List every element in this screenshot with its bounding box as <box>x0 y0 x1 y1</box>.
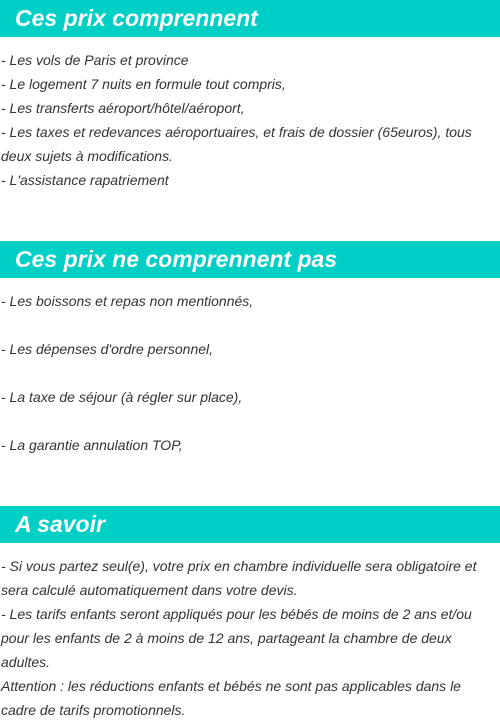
section-title-included: Ces prix comprennent <box>15 5 258 31</box>
section-title-good-to-know: A savoir <box>15 511 105 537</box>
section-header-included <box>0 0 500 37</box>
spacer <box>1 409 497 433</box>
list-item: - La garantie annulation TOP, <box>1 437 183 453</box>
list-item: - Le logement 7 nuits en formule tout compris, <box>1 76 286 92</box>
section-header-not-included <box>0 241 500 278</box>
list-item: - L'assistance rapatriement <box>1 172 169 188</box>
section-title-not-included: Ces prix ne comprennent pas <box>15 246 338 272</box>
section-header-good-to-know <box>0 506 500 543</box>
list-item: - Si vous partez seul(e), votre prix en chambre individuelle sera obligatoire et sera calculé automatiquement dans votre devis. <box>1 558 477 598</box>
section-body-included <box>1 48 497 192</box>
spacer <box>1 313 497 337</box>
spacer <box>1 361 497 385</box>
list-item: Attention : les réductions enfants et bébés ne sont pas applicables dans le cadre de tarifs promotionnels. <box>1 678 461 718</box>
list-item: - Les boissons et repas non mentionnés, <box>1 293 254 309</box>
section-body-not-included <box>1 289 497 457</box>
list-item: - La taxe de séjour (à régler sur place), <box>1 389 243 405</box>
list-item: - Les dépenses d'ordre personnel, <box>1 341 214 357</box>
list-item: - Les vols de Paris et province <box>1 52 189 68</box>
list-item: - Les transferts aéroport/hôtel/aéroport, <box>1 100 245 116</box>
list-item: - Les tarifs enfants seront appliqués pour les bébés de moins de 2 ans et/ou pour les enfants de 2 à moins de 12 ans, partageant la chambre de deux adultes. <box>1 606 472 670</box>
list-item: - Les taxes et redevances aéroportuaires, et frais de dossier (65euros), tous deux sujets à modifications. <box>1 124 472 164</box>
